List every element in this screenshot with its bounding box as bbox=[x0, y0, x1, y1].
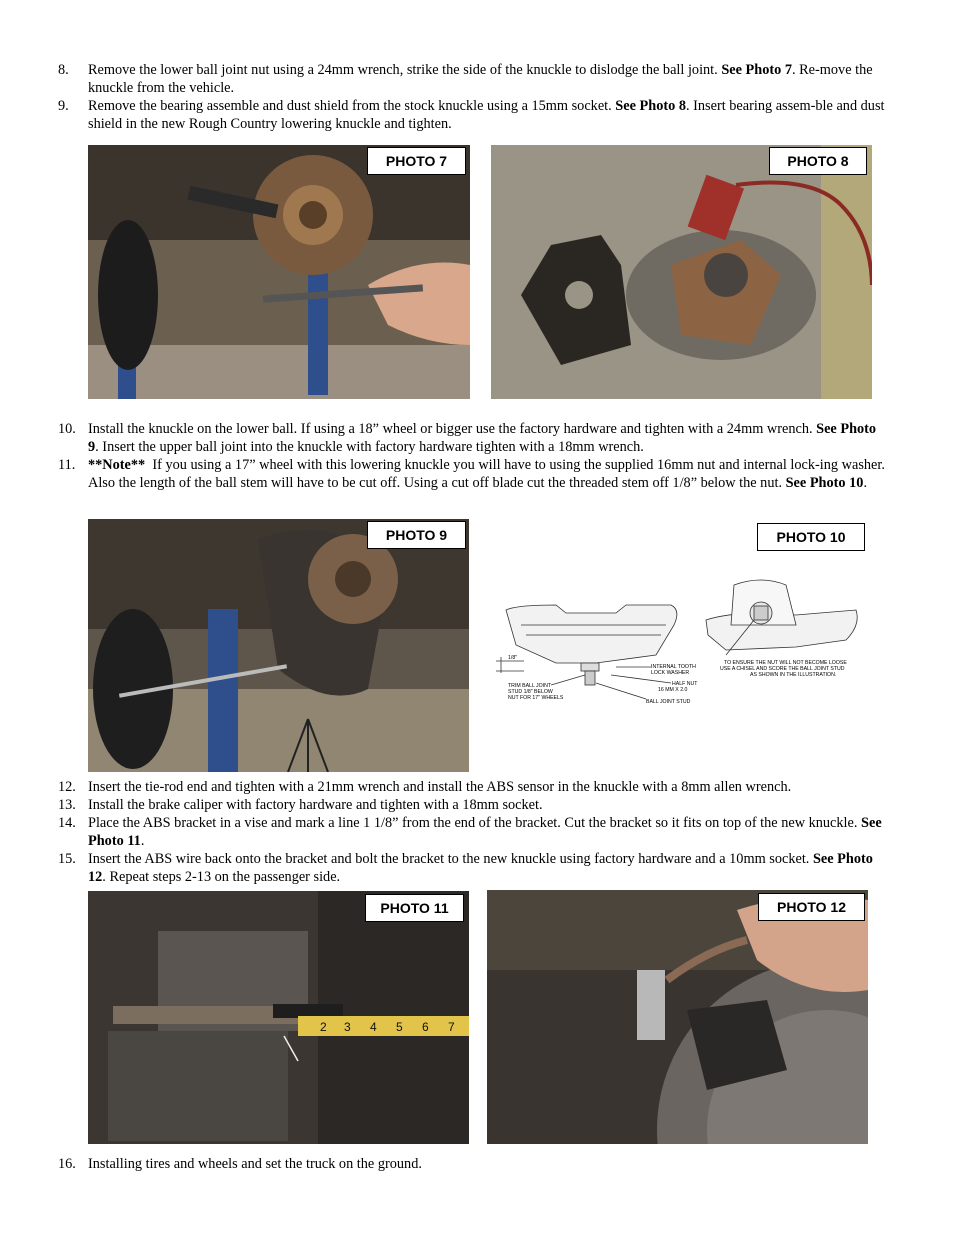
step-text: Remove the bearing assemble and dust shield from the stock knuckle using a 15mm socket. bbox=[88, 98, 612, 114]
step-text: Insert the ABS wire back onto the bracket and bolt the bracket to the new knuckle using factory hardware and a 10mm socket. bbox=[88, 851, 810, 867]
step-10 bbox=[58, 420, 888, 456]
diagram-nut-2: 16 MM X 2.0 bbox=[658, 687, 688, 693]
step-text-tail: . bbox=[140, 833, 145, 849]
step-number: 11. bbox=[58, 457, 76, 473]
diagram-ensure-2: USE A CHISEL AND SCORE THE BALL JOINT STUD bbox=[720, 666, 845, 672]
step-number: 12. bbox=[58, 779, 76, 795]
step-text: Place the ABS bracket in a vise and mark a line 1 1/8” from the end of the bracket. Cut the bracket so it fits on top of the new knuckle. bbox=[88, 815, 858, 831]
diagram-trim-note-2: STUD 1/8" BELOW bbox=[508, 689, 553, 695]
photo-8-image bbox=[491, 145, 872, 399]
tape-number-6: 6 bbox=[422, 1020, 429, 1034]
step-text: Insert the tie-rod end and tighten with a 21mm wrench and install the ABS sensor in the knuckle with a 8mm allen wrench. bbox=[88, 779, 792, 795]
diagram-ensure-3: AS SHOWN IN THE ILLUSTRATION. bbox=[750, 672, 837, 678]
step-15 bbox=[58, 850, 888, 886]
step-12 bbox=[58, 778, 888, 796]
tape-number-2: 2 bbox=[320, 1020, 327, 1034]
step-number: 9. bbox=[58, 98, 69, 114]
photo-reference: See Photo 9 bbox=[88, 421, 877, 455]
diagram-washer-2: LOCK WASHER bbox=[651, 670, 690, 676]
step-number: 10. bbox=[58, 421, 76, 437]
photo-10-diagram bbox=[496, 575, 866, 715]
step-text: Install the knuckle on the lower ball. If using a 18” wheel or bigger use the factory hardware and tighten with a 24mm wrench. bbox=[88, 421, 813, 437]
note-lead: **Note** bbox=[88, 457, 146, 473]
step-11 bbox=[58, 456, 888, 492]
tape-number-5: 5 bbox=[396, 1020, 403, 1034]
photo-reference: See Photo 12 bbox=[88, 851, 873, 885]
diagram-stud: BALL JOINT STUD bbox=[646, 699, 691, 705]
photo-7-image bbox=[88, 145, 470, 399]
diagram-dimension: 1/8" bbox=[508, 655, 518, 661]
photo-7-label: PHOTO 7 bbox=[367, 147, 466, 175]
step-text-tail: . Repeat steps 2-13 on the passenger side. bbox=[102, 869, 341, 885]
step-text-tail: . Insert bearing assem-ble and dust shield in the new Rough Country lowering knuckle and tighten. bbox=[88, 98, 885, 132]
tape-number-4: 4 bbox=[370, 1020, 377, 1034]
step-text: Installing tires and wheels and set the truck on the ground. bbox=[88, 1156, 422, 1172]
step-text: If you using a 17” wheel with this lowering knuckle you will have to using the supplied 16mm nut and internal lock-ing washer. Also the length of the ball stem will have to be cut off. Using a cut off blade cut the threaded stem off 1/8” below the nut. bbox=[88, 457, 885, 491]
photo-reference: See Photo 10 bbox=[785, 475, 864, 491]
step-number: 14. bbox=[58, 815, 76, 831]
photo-reference: See Photo 11 bbox=[88, 815, 882, 849]
step-16 bbox=[58, 1155, 888, 1173]
diagram-nut-1: HALF NUT bbox=[672, 681, 698, 687]
photo-9-label: PHOTO 9 bbox=[367, 521, 466, 549]
photo-9-image bbox=[88, 519, 469, 772]
diagram-washer-1: INTERNAL TOOTH bbox=[651, 664, 696, 670]
step-text: Remove the lower ball joint nut using a 24mm wrench, strike the side of the knuckle to dislodge the ball joint. bbox=[88, 62, 718, 78]
step-text-tail: . bbox=[863, 475, 868, 491]
step-number: 8. bbox=[58, 62, 69, 78]
diagram-trim-note-1: TRIM BALL JOINT bbox=[508, 683, 552, 689]
diagram-ensure-1: TO ENSURE THE NUT WILL NOT BECOME LOOSE bbox=[724, 660, 847, 666]
tape-number-3: 3 bbox=[344, 1020, 351, 1034]
step-13 bbox=[58, 796, 888, 814]
step-9 bbox=[58, 97, 888, 133]
step-text-tail: . Insert the upper ball joint into the knuckle with factory hardware tighten with a 18mm wrench. bbox=[95, 439, 644, 455]
step-number: 13. bbox=[58, 797, 76, 813]
diagram-trim-note-3: NUT FOR 17" WHEELS bbox=[508, 695, 564, 701]
step-text: Install the brake caliper with factory hardware and tighten with a 18mm socket. bbox=[88, 797, 543, 813]
step-number: 15. bbox=[58, 851, 76, 867]
photo-11-image bbox=[88, 891, 469, 1144]
tape-number-7: 7 bbox=[448, 1020, 455, 1034]
photo-reference: See Photo 8 bbox=[615, 98, 686, 114]
photo-12-label: PHOTO 12 bbox=[758, 893, 865, 921]
step-text-tail: . Re-move the knuckle from the vehicle. bbox=[88, 62, 873, 96]
photo-reference: See Photo 7 bbox=[721, 62, 792, 78]
photo-8-label: PHOTO 8 bbox=[769, 147, 867, 175]
photo-10-label: PHOTO 10 bbox=[757, 523, 865, 551]
step-8 bbox=[58, 61, 888, 97]
photo-11-label: PHOTO 11 bbox=[365, 894, 464, 922]
step-number: 16. bbox=[58, 1156, 76, 1172]
step-14 bbox=[58, 814, 888, 850]
photo-12-image bbox=[487, 890, 868, 1144]
